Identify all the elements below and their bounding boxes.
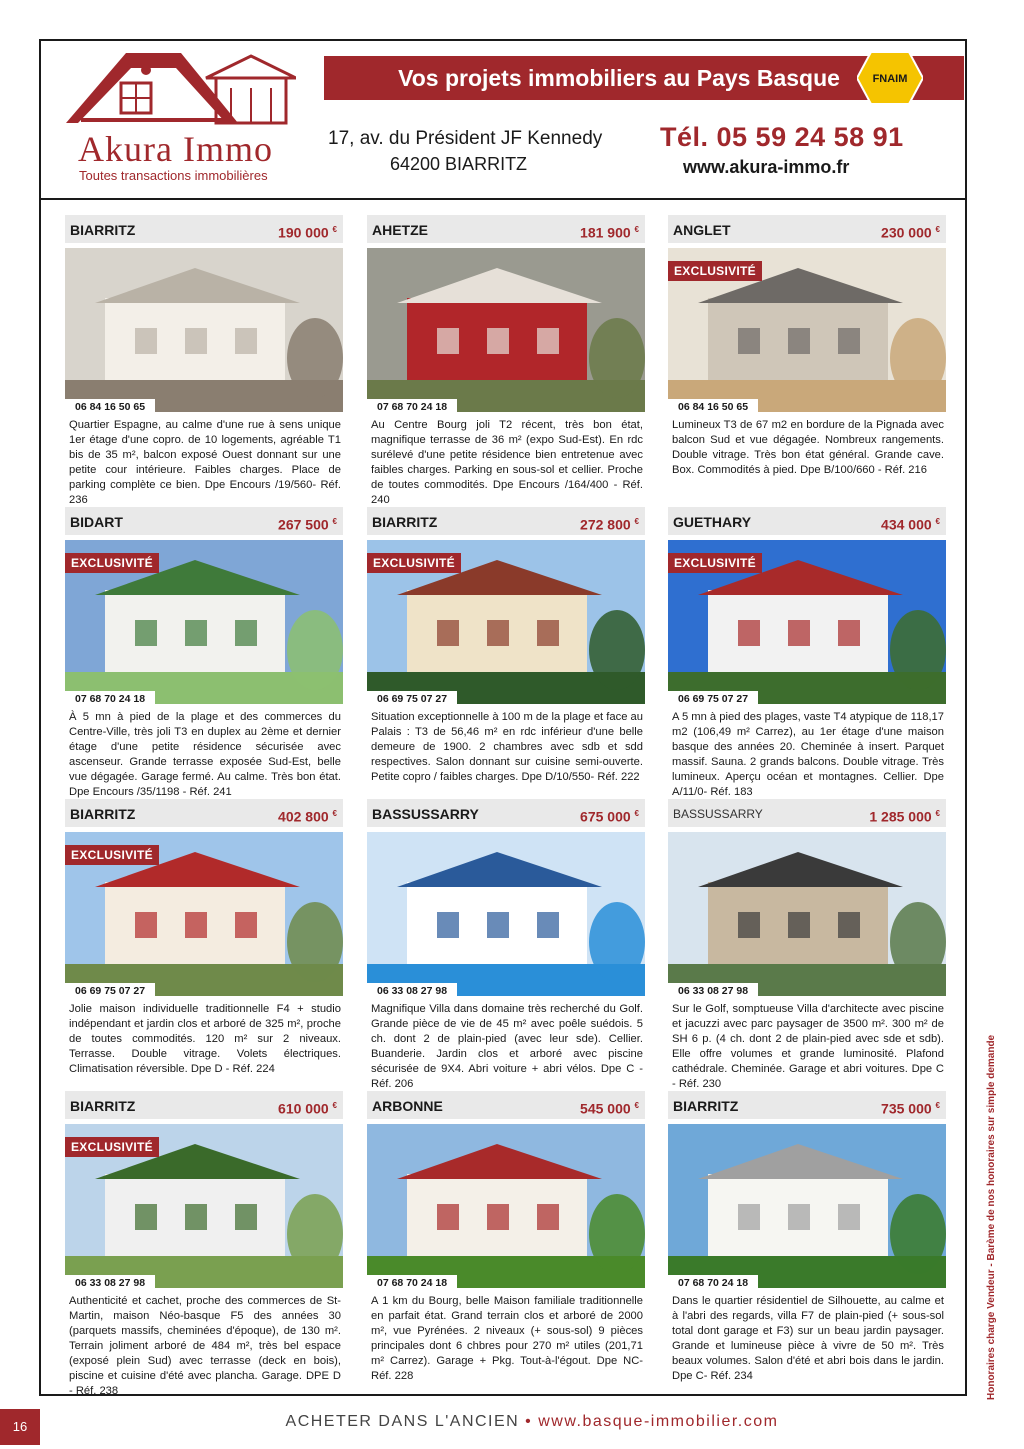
listing-currency: € <box>332 225 337 234</box>
listing-header <box>367 1091 645 1119</box>
page-number: 16 <box>0 1409 40 1445</box>
listing-price-value: 230 000 <box>881 224 932 241</box>
listing-photo[interactable] <box>367 1124 645 1288</box>
listing-header <box>668 799 946 827</box>
listing-description: Lumineux T3 de 67 m2 en bordure de la Pignada avec balcon Sud et vue dégagée. Nombreux rangements. Double vitrage. Très bon état général. Grande cave. Box. Commodités à pied. Dpe B/100/660 - Réf. 216 <box>672 419 944 476</box>
listing-currency: € <box>935 517 940 526</box>
listing-currency: € <box>634 1101 639 1110</box>
exclusive-badge: EXCLUSIVITÉ <box>668 553 762 573</box>
listing-phone[interactable]: 06 69 75 07 27 <box>65 983 155 999</box>
listing-card[interactable] <box>668 215 946 497</box>
listing-card[interactable] <box>65 1091 343 1397</box>
fnaim-label: FNAIM <box>872 73 908 85</box>
exclusive-badge: EXCLUSIVITÉ <box>65 553 159 573</box>
listing-currency: € <box>634 809 639 818</box>
listing-price <box>580 507 639 540</box>
listing-card[interactable] <box>668 507 946 798</box>
listing-price-value: 610 000 <box>278 1100 329 1117</box>
listing-phone[interactable]: 07 68 70 24 18 <box>668 1275 758 1291</box>
listing-photo[interactable] <box>668 1124 946 1288</box>
listing-card[interactable] <box>367 215 645 506</box>
listing-city: ARBONNE <box>372 1098 443 1114</box>
listing-card[interactable] <box>65 215 343 506</box>
exclusive-badge: EXCLUSIVITÉ <box>65 845 159 865</box>
listing-city: AHETZE <box>372 222 428 238</box>
agency-phone: Tél. 05 59 24 58 91 <box>660 122 904 152</box>
logo-name: Akura Immo <box>78 129 273 169</box>
listing-header <box>367 799 645 827</box>
listing-card[interactable] <box>367 799 645 1090</box>
listing-phone[interactable]: 06 69 75 07 27 <box>668 691 758 707</box>
listing-phone[interactable]: 06 33 08 27 98 <box>367 983 457 999</box>
listing-price <box>278 799 337 832</box>
listing-phone[interactable]: 06 33 08 27 98 <box>65 1275 155 1291</box>
listing-phone[interactable]: 07 68 70 24 18 <box>65 691 155 707</box>
listing-currency: € <box>332 517 337 526</box>
listing-photo[interactable] <box>65 248 343 412</box>
listing-header <box>668 1091 946 1119</box>
listing-price <box>278 215 337 248</box>
listing-description: Jolie maison individuelle traditionnelle F4 + studio indépendant et jardin clos et arboré de 325 m², proche de toutes commodités. 120 m² sur 2 niveaux. Terrasse. Double vitrage. Volets électriques. Climatisation réversible. Dpe D - Réf. 224 <box>69 1003 341 1075</box>
listing-price <box>869 799 940 832</box>
listing-header <box>668 215 946 243</box>
listing-price-value: 267 500 <box>278 516 329 533</box>
fnaim-logo <box>857 52 923 104</box>
listing-price-value: 181 900 <box>580 224 631 241</box>
listing-city: BIARRITZ <box>70 806 136 822</box>
listing-price <box>580 215 639 248</box>
listing-city: BIARRITZ <box>372 514 438 530</box>
logo-tagline: Toutes transactions immobilières <box>79 168 268 183</box>
listing-city: ANGLET <box>673 222 731 238</box>
listing-description: Authenticité et cachet, proche des commerces de St-Martin, maison Néo-basque F5 des années 30 (parquets massifs, cheminées d'époque), de 130 m². Terrain joliment arboré de 484 m², très bel espace (exposé plein Sud) avec terrasse (deck en bois), piscine et cuisine d'été avec plancha. Garage. DPE D - Réf. 238 <box>69 1295 341 1397</box>
listing-card[interactable] <box>668 1091 946 1382</box>
listing-header <box>668 507 946 535</box>
agency-website[interactable]: www.akura-immo.fr <box>683 157 850 177</box>
sidebar-fees-note <box>986 1034 1006 1400</box>
listing-phone[interactable]: 06 33 08 27 98 <box>668 983 758 999</box>
listing-phone[interactable]: 07 68 70 24 18 <box>367 399 457 415</box>
listing-city: BIARRITZ <box>673 1098 739 1114</box>
listing-price-value: 402 800 <box>278 808 329 825</box>
sidebar-fees-text: Honoraires charge Vendeur - Barème de nos honoraires sur simple demande <box>986 1034 997 1400</box>
listing-price <box>580 1091 639 1124</box>
listing-price <box>881 215 940 248</box>
footer-site-link[interactable]: www.basque-immobilier.com <box>538 1413 779 1430</box>
listing-description: Au Centre Bourg joli T2 récent, très bon état, magnifique terrasse de 36 m² (expo Sud-Est). En rdc surélevé d'une petite résidence bien entretenue avec faibles charges. Parking en sous-sol et cellier. Proche de toutes commodités. Dpe Encours /164/400 - Réf. 240 <box>371 419 643 506</box>
listing-header <box>65 215 343 243</box>
listing-header <box>367 215 645 243</box>
listing-currency: € <box>935 1101 940 1110</box>
listing-description: Magnifique Villa dans domaine très recherché du Golf. Grande pièce de vie de 45 m² avec poêle suédois. 5 ch. dont 2 de plain-pied (avec leur sde). Cellier. Buanderie. Jardin clos et arboré avec piscine sécurisée de 9X4. Abri voiture + abri vélos. Dpe C - Réf. 206 <box>371 1003 643 1090</box>
listing-price-value: 434 000 <box>881 516 932 533</box>
listing-city: BIARRITZ <box>70 222 136 238</box>
header-divider <box>39 198 967 200</box>
listing-price <box>278 1091 337 1124</box>
listing-description: A 1 km du Bourg, belle Maison familiale traditionnelle en parfait état. Grand terrain clos et arboré de 2000 m², vue Pyrénées. 2 niveaux (+ sous-sol) 9 pièces principales dont 6 chbres pour 270 m² utiles (201,71 m² Carrez). Garage + Pkg. Tout-à-l'égout. Dpe NC- Réf. 228 <box>371 1295 643 1382</box>
listing-price-value: 675 000 <box>580 808 631 825</box>
listing-price <box>881 507 940 540</box>
listing-price-value: 272 800 <box>580 516 631 533</box>
exclusive-badge: EXCLUSIVITÉ <box>668 261 762 281</box>
listing-description: Quartier Espagne, au calme d'une rue à sens unique 1er étage d'une copro. de 10 logements, agréable T1 bis de 35 m², balcon exposé Ouest donnant sur une petite cour intérieure. Faibles charges. Place de parking complète ce bien. Dpe Encours /19/560- Réf. 236 <box>69 419 341 506</box>
listing-city: BIDART <box>70 514 123 530</box>
address-line1: 17, av. du Président JF Kennedy <box>328 128 603 149</box>
listing-price <box>881 1091 940 1124</box>
exclusive-badge: EXCLUSIVITÉ <box>367 553 461 573</box>
listing-price <box>580 799 639 832</box>
listing-card[interactable] <box>367 507 645 789</box>
listing-price-value: 190 000 <box>278 224 329 241</box>
listing-description: Dans le quartier résidentiel de Silhouette, au calme et à l'abri des regards, villa F7 de plain-pied (+ sous-sol total dont garage et F3) sur un beau jardin paysager. Grande et lumineuse pièce à vivre de 50 m². Très beaux volumes. Salon d'été et abri bois dans le jardin. Dpe C- Réf. 234 <box>672 1295 944 1382</box>
listing-price <box>278 507 337 540</box>
listing-photo[interactable] <box>668 832 946 996</box>
listing-header <box>65 1091 343 1119</box>
address-line2: 64200 BIARRITZ <box>390 154 528 174</box>
listing-header <box>367 507 645 535</box>
footer-label: ACHETER DANS L'ANCIEN <box>285 1413 520 1430</box>
listing-city: GUETHARY <box>673 514 752 530</box>
listing-photo[interactable] <box>367 832 645 996</box>
listing-currency: € <box>634 225 639 234</box>
listing-price-value: 545 000 <box>580 1100 631 1117</box>
listing-currency: € <box>332 809 337 818</box>
exclusive-badge: EXCLUSIVITÉ <box>65 1137 159 1157</box>
listing-city: BASSUSSARRY <box>673 807 763 821</box>
listing-price-value: 1 285 000 <box>869 808 932 825</box>
listing-description: Situation exceptionnelle à 100 m de la plage et face au Palais : T3 de 56,46 m² en rdc inférieur d'une belle demeure de 1900. 2 chambres avec sdb et sdd respectives. Salon donnant sur cuisine semi-ouverte. Petite copro / faibles charges. Dpe D/10/550- Réf. 222 <box>371 711 643 783</box>
listing-description: A 5 mn à pied des plages, vaste T4 atypique de 118,17 m2 (106,49 m² Carrez), au 1er étage d'une maison basque des années 20. Cheminée à insert. Parquet massif. Sauna. 2 grands balcons. Double vitrage. Très lumineux. Aperçu océan et montagnes. Cellier. Dpe A/11/0- Réf. 183 <box>672 711 945 798</box>
listing-card[interactable] <box>668 799 946 1090</box>
listing-currency: € <box>332 1101 337 1110</box>
listing-currency: € <box>935 225 940 234</box>
listing-description: Sur le Golf, somptueuse Villa d'architecte avec piscine et jacuzzi avec parc paysager de 3500 m². 300 m² de SH 6 p. (4 ch. dont 2 de plain-pied avec sde et sdb). Elle offre volumes et grande luminosité. Plafond cathédrale. Cheminée. Garage et abri voitures. Dpe C - Réf. 230 <box>672 1003 944 1090</box>
listing-phone[interactable]: 06 84 16 50 65 <box>668 399 758 415</box>
footer <box>0 1413 1024 1431</box>
listing-currency: € <box>634 517 639 526</box>
listing-currency: € <box>935 809 940 818</box>
banner-title: Vos projets immobiliers au Pays Basque <box>398 65 840 91</box>
listing-card[interactable] <box>65 507 343 798</box>
listing-header <box>65 799 343 827</box>
listing-city: BASSUSSARRY <box>372 806 479 822</box>
listing-phone[interactable]: 07 68 70 24 18 <box>367 1275 457 1291</box>
footer-bullet: • <box>525 1413 533 1430</box>
listing-header <box>65 507 343 535</box>
listing-price-value: 735 000 <box>881 1100 932 1117</box>
listing-description: À 5 mn à pied de la plage et des commerces du Centre-Ville, très joli T3 en duplex au 2ème et dernier étage d'une petite résidence sécurisée avec ascenseur. Grande terrasse exposée Sud-Est, belle vue dégagée. Garage fermé. Au calme. Très bon état. Dpe Encours /35/1198 - Réf. 241 <box>69 711 341 798</box>
listing-city: BIARRITZ <box>70 1098 136 1114</box>
listing-phone[interactable]: 06 69 75 07 27 <box>367 691 457 707</box>
listing-photo[interactable] <box>367 248 645 412</box>
listing-phone[interactable]: 06 84 16 50 65 <box>65 399 155 415</box>
listing-card[interactable] <box>65 799 343 1081</box>
listing-card[interactable] <box>367 1091 645 1382</box>
